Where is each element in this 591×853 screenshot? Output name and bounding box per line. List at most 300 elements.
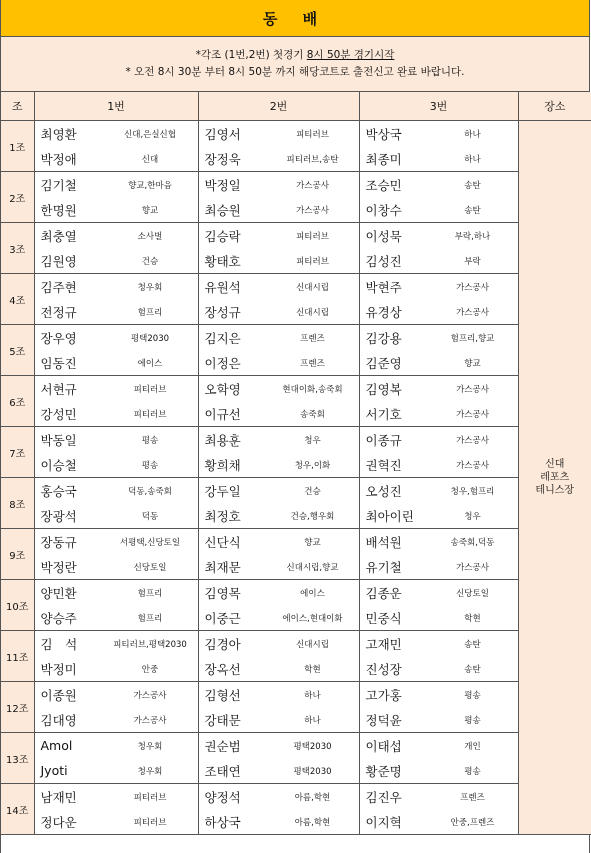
group-row xyxy=(1,223,591,274)
player-club: 건승,행우회 xyxy=(290,511,335,522)
player-name: 이종규 xyxy=(365,432,402,448)
player-club: 건승 xyxy=(141,256,159,267)
player-line xyxy=(35,758,198,783)
player-name: 김성진 xyxy=(365,253,402,269)
player-club: 아름,학현 xyxy=(294,817,331,828)
player-name: 임동진 xyxy=(40,355,77,371)
player-club: 가스공사 xyxy=(456,562,489,573)
player-name: 서현규 xyxy=(40,381,77,397)
player-line xyxy=(360,299,518,324)
group-row xyxy=(1,784,591,835)
player-line xyxy=(360,605,518,630)
player-club: 하나 xyxy=(304,690,321,701)
player-line xyxy=(35,248,198,273)
player-line xyxy=(199,580,359,605)
player-name: 배석원 xyxy=(365,534,402,550)
player-name: 이승철 xyxy=(40,457,77,473)
player-name: 김강용 xyxy=(365,330,402,346)
team-cell-2 xyxy=(198,631,359,682)
player-line xyxy=(35,605,198,630)
player-line xyxy=(360,682,518,707)
player-line xyxy=(199,656,359,681)
team-cell-2 xyxy=(198,325,359,376)
player-line xyxy=(35,172,198,197)
player-line xyxy=(35,682,198,707)
team-cell-2 xyxy=(198,427,359,478)
player-club: 피티러브 xyxy=(133,409,167,420)
player-club: 가스공사 xyxy=(456,435,489,446)
player-name: 최충열 xyxy=(40,228,77,244)
player-club: 가스공사 xyxy=(133,715,167,726)
player-name: 전정규 xyxy=(40,304,77,320)
group-label: 8조 xyxy=(1,478,34,529)
player-club: 가스공사 xyxy=(456,460,489,471)
player-name: 황준명 xyxy=(365,763,402,779)
player-name: 최용훈 xyxy=(204,432,241,448)
team-cell-2 xyxy=(198,478,359,529)
player-line xyxy=(35,401,198,426)
team-cell-1 xyxy=(34,172,198,223)
player-club: 서평택,신당토일 xyxy=(119,537,181,548)
player-club: 평송 xyxy=(141,460,159,471)
player-club: 평택2030 xyxy=(293,741,332,752)
player-name: 고재민 xyxy=(365,636,402,652)
player-name: 강태문 xyxy=(204,712,241,728)
team-cell-3 xyxy=(359,529,518,580)
team-cell-3 xyxy=(359,325,518,376)
player-name: 김영목 xyxy=(204,585,241,601)
player-line xyxy=(35,656,198,681)
player-line xyxy=(360,401,518,426)
player-club: 현대이화,송죽회 xyxy=(282,384,343,395)
groups-table xyxy=(1,92,591,835)
player-line xyxy=(199,809,359,834)
player-name: 하상국 xyxy=(204,814,241,830)
player-line xyxy=(199,146,359,171)
player-club: 신대 xyxy=(141,154,159,165)
player-name: 오성진 xyxy=(365,483,402,499)
player-club: 하나 xyxy=(464,129,481,140)
team-cell-2 xyxy=(198,733,359,784)
player-club: 피티러브 xyxy=(133,384,167,395)
player-name: Jyoti xyxy=(40,763,68,778)
player-line xyxy=(35,529,198,554)
team-cell-1 xyxy=(34,478,198,529)
player-line xyxy=(199,197,359,222)
notice-box xyxy=(1,37,589,92)
player-name: 양정석 xyxy=(204,789,241,805)
player-name: 강두일 xyxy=(204,483,241,499)
player-club: 에이스 xyxy=(300,588,325,599)
player-line xyxy=(199,529,359,554)
player-line xyxy=(360,248,518,273)
group-label: 7조 xyxy=(1,427,34,478)
player-name: 고가홍 xyxy=(365,687,402,703)
player-name: 최종미 xyxy=(365,151,402,167)
player-name: 김 석 xyxy=(40,636,78,652)
player-club: 송탄 xyxy=(464,639,481,650)
group-label: 14조 xyxy=(1,784,34,835)
player-name: 김준영 xyxy=(365,355,402,371)
player-line xyxy=(360,707,518,732)
player-club: 신대,은실신협 xyxy=(124,129,176,140)
player-line xyxy=(360,554,518,579)
player-club: 가스공사 xyxy=(456,307,489,318)
player-name: 유기철 xyxy=(365,559,402,575)
group-label: 3조 xyxy=(1,223,34,274)
group-row xyxy=(1,376,591,427)
team-cell-3 xyxy=(359,376,518,427)
team-cell-2 xyxy=(198,223,359,274)
player-club: 가스공사 xyxy=(456,384,489,395)
group-row xyxy=(1,274,591,325)
player-name: 한명원 xyxy=(40,202,77,218)
player-name: 김종운 xyxy=(365,585,402,601)
player-club: 평송 xyxy=(464,715,481,726)
player-name: 김형선 xyxy=(204,687,241,703)
team-cell-1 xyxy=(34,580,198,631)
player-name: 장동규 xyxy=(40,534,77,550)
player-club: 송탄 xyxy=(464,180,481,191)
player-club: 안중,프렌즈 xyxy=(450,817,495,828)
player-club: 소사벌 xyxy=(137,231,163,242)
player-name: 김지은 xyxy=(204,330,241,346)
player-name: 이지혁 xyxy=(365,814,402,830)
player-line xyxy=(35,478,198,503)
team-cell-1 xyxy=(34,529,198,580)
player-line xyxy=(360,784,518,809)
player-club: 청우 xyxy=(304,435,321,446)
player-club: 신대시립 xyxy=(296,639,329,650)
player-name: 황희채 xyxy=(204,457,241,473)
team-cell-3 xyxy=(359,478,518,529)
team-cell-2 xyxy=(198,529,359,580)
player-club: 피티러브 xyxy=(296,129,329,140)
venue-line: 레포츠 xyxy=(540,472,570,483)
player-club: 피티러브 xyxy=(296,231,329,242)
player-name: 민중식 xyxy=(365,610,402,626)
player-line xyxy=(360,223,518,248)
team-cell-2 xyxy=(198,376,359,427)
player-line xyxy=(199,478,359,503)
player-name: 박현주 xyxy=(365,279,402,295)
player-line xyxy=(199,758,359,783)
group-label: 13조 xyxy=(1,733,34,784)
player-line xyxy=(199,223,359,248)
player-line xyxy=(360,452,518,477)
player-line xyxy=(360,146,518,171)
team-cell-3 xyxy=(359,682,518,733)
player-club: 신대시립 xyxy=(296,282,329,293)
player-name: 이정은 xyxy=(204,355,241,371)
player-name: 박정애 xyxy=(40,151,77,167)
player-name: 신단식 xyxy=(204,534,241,550)
team-cell-2 xyxy=(198,274,359,325)
player-club: 아름,학현 xyxy=(294,792,331,803)
player-club: 신대시립 xyxy=(296,307,329,318)
player-club: 피티러브 xyxy=(296,256,329,267)
team-cell-1 xyxy=(34,274,198,325)
player-line xyxy=(360,656,518,681)
player-club: 가스공사 xyxy=(296,205,329,216)
team-cell-3 xyxy=(359,121,518,172)
player-club: 학현 xyxy=(304,664,321,675)
player-name: 오학영 xyxy=(204,381,241,397)
team-cell-2 xyxy=(198,682,359,733)
group-row xyxy=(1,682,591,733)
player-line xyxy=(35,376,198,401)
player-name: 이중근 xyxy=(204,610,241,626)
player-name: 양승주 xyxy=(40,610,77,626)
player-name: 박상국 xyxy=(365,126,402,142)
player-club: 덕동 xyxy=(141,511,159,522)
team-cell-1 xyxy=(34,121,198,172)
player-club: 가스공사 xyxy=(296,180,329,191)
player-club: 청우회 xyxy=(137,282,163,293)
player-name: 서기호 xyxy=(365,406,402,422)
team-cell-3 xyxy=(359,580,518,631)
team-cell-1 xyxy=(34,784,198,835)
player-club: 송탄 xyxy=(464,664,481,675)
player-line xyxy=(199,452,359,477)
header-group: 조 xyxy=(1,92,34,121)
player-line xyxy=(35,631,198,656)
player-name: 권순범 xyxy=(204,738,241,754)
player-line xyxy=(360,503,518,528)
player-name: 김대영 xyxy=(40,712,77,728)
player-club: 평송 xyxy=(141,435,159,446)
group-label: 11조 xyxy=(1,631,34,682)
player-line xyxy=(35,733,198,758)
player-club: 하나 xyxy=(464,154,481,165)
player-name: 최정호 xyxy=(204,508,241,524)
player-name: 장우영 xyxy=(40,330,77,346)
team-cell-1 xyxy=(34,325,198,376)
player-club: 신당토일 xyxy=(456,588,489,599)
sheet-title: 동 배 xyxy=(1,0,589,37)
player-name: 장옥선 xyxy=(204,661,241,677)
player-line xyxy=(360,758,518,783)
player-line xyxy=(199,248,359,273)
player-line xyxy=(35,580,198,605)
player-name: 장광석 xyxy=(40,508,77,524)
player-club: 피티러브,송탄 xyxy=(286,154,339,165)
player-club: 프렌즈 xyxy=(300,333,325,344)
group-label: 10조 xyxy=(1,580,34,631)
player-name: 최재문 xyxy=(204,559,241,575)
team-cell-3 xyxy=(359,784,518,835)
group-label: 4조 xyxy=(1,274,34,325)
player-name: 김진우 xyxy=(365,789,402,805)
player-name: 강성민 xyxy=(40,406,77,422)
player-name: 진성장 xyxy=(365,661,402,677)
team-cell-3 xyxy=(359,274,518,325)
player-name: 박정일 xyxy=(204,177,241,193)
player-line xyxy=(360,733,518,758)
team-cell-3 xyxy=(359,631,518,682)
player-club: 피티러브,평택2030 xyxy=(113,639,187,650)
player-club: 험프리,향교 xyxy=(450,333,495,344)
player-name: 김주현 xyxy=(40,279,77,295)
player-line xyxy=(360,478,518,503)
player-name: 황태호 xyxy=(204,253,241,269)
player-club: 평송 xyxy=(464,766,481,777)
team-cell-2 xyxy=(198,580,359,631)
group-label: 2조 xyxy=(1,172,34,223)
player-line xyxy=(360,529,518,554)
player-name: 김경아 xyxy=(204,636,241,652)
player-line xyxy=(35,197,198,222)
player-name: 유경상 xyxy=(365,304,402,320)
group-row xyxy=(1,580,591,631)
group-row xyxy=(1,478,591,529)
group-label: 9조 xyxy=(1,529,34,580)
player-line xyxy=(199,376,359,401)
player-club: 건승 xyxy=(304,486,321,497)
player-name: 최승원 xyxy=(204,202,241,218)
player-name: 남재민 xyxy=(40,789,77,805)
player-line xyxy=(35,223,198,248)
player-line xyxy=(199,605,359,630)
player-line xyxy=(360,197,518,222)
team-cell-1 xyxy=(34,733,198,784)
player-line xyxy=(199,682,359,707)
player-name: 최영환 xyxy=(40,126,77,142)
player-name: 정다운 xyxy=(40,814,77,830)
player-club: 안중 xyxy=(141,664,159,675)
player-name: Amol xyxy=(40,738,73,753)
player-line xyxy=(360,274,518,299)
player-line xyxy=(360,580,518,605)
player-line xyxy=(199,784,359,809)
header-player-2: 2번 xyxy=(198,92,359,121)
player-club: 험프리 xyxy=(137,588,163,599)
team-cell-3 xyxy=(359,172,518,223)
group-row xyxy=(1,325,591,376)
table-header-row xyxy=(1,92,591,121)
player-club: 청우,험프리 xyxy=(450,486,495,497)
player-line xyxy=(35,299,198,324)
player-club: 험프리 xyxy=(137,613,163,624)
player-name: 권혁진 xyxy=(365,457,402,473)
header-player-3: 3번 xyxy=(359,92,518,121)
player-line xyxy=(35,146,198,171)
player-club: 송죽회,덕동 xyxy=(450,537,495,548)
notice-line-1 xyxy=(196,47,395,64)
player-name: 김원영 xyxy=(40,253,77,269)
team-cell-1 xyxy=(34,631,198,682)
player-line xyxy=(35,554,198,579)
player-line xyxy=(360,325,518,350)
player-line xyxy=(199,325,359,350)
player-name: 장성규 xyxy=(204,304,241,320)
player-club: 청우,이화 xyxy=(294,460,331,471)
player-line xyxy=(35,503,198,528)
team-cell-1 xyxy=(34,682,198,733)
player-name: 김영서 xyxy=(204,126,241,142)
player-line xyxy=(199,503,359,528)
player-name: 박정란 xyxy=(40,559,77,575)
team-cell-2 xyxy=(198,784,359,835)
player-club: 피티러브 xyxy=(133,792,167,803)
team-cell-2 xyxy=(198,121,359,172)
player-name: 조태연 xyxy=(204,763,241,779)
player-club: 송탄 xyxy=(464,205,481,216)
player-name: 이종원 xyxy=(40,687,77,703)
group-row xyxy=(1,121,591,172)
player-line xyxy=(360,376,518,401)
player-club: 송죽회 xyxy=(300,409,325,420)
player-club: 신당토일 xyxy=(133,562,167,573)
player-club: 피티러브 xyxy=(133,817,167,828)
player-line xyxy=(199,274,359,299)
player-name: 김승락 xyxy=(204,228,241,244)
player-club: 험프리 xyxy=(137,307,163,318)
group-label: 1조 xyxy=(1,121,34,172)
team-cell-3 xyxy=(359,223,518,274)
player-line xyxy=(360,427,518,452)
player-line xyxy=(199,299,359,324)
notice-line-1-prefix: *각조 (1번,2번) 첫경기 xyxy=(195,49,307,61)
team-cell-1 xyxy=(34,427,198,478)
player-name: 최아이린 xyxy=(365,508,414,524)
player-line xyxy=(199,121,359,146)
group-row xyxy=(1,172,591,223)
player-club: 향교 xyxy=(304,537,321,548)
player-line xyxy=(360,121,518,146)
player-club: 청우회 xyxy=(137,766,163,777)
player-name: 김기철 xyxy=(40,177,77,193)
player-club: 덕동,송죽회 xyxy=(128,486,172,497)
player-club: 청우회 xyxy=(137,741,163,752)
player-club: 부락,하나 xyxy=(454,231,491,242)
player-name: 정덕윤 xyxy=(365,712,402,728)
player-line xyxy=(35,452,198,477)
player-club: 개인 xyxy=(464,741,481,752)
player-name: 이성묵 xyxy=(365,228,402,244)
player-line xyxy=(360,172,518,197)
player-line xyxy=(35,784,198,809)
player-club: 프렌즈 xyxy=(460,792,485,803)
player-name: 김영복 xyxy=(365,381,402,397)
player-name: 장정욱 xyxy=(204,151,241,167)
player-club: 가스공사 xyxy=(456,409,489,420)
player-club: 향교,한마음 xyxy=(128,180,172,191)
player-line xyxy=(35,427,198,452)
player-line xyxy=(199,427,359,452)
group-label: 12조 xyxy=(1,682,34,733)
player-name: 이태섭 xyxy=(365,738,402,754)
player-line xyxy=(360,631,518,656)
player-club: 학현 xyxy=(464,613,481,624)
player-line xyxy=(199,401,359,426)
player-name: 이규선 xyxy=(204,406,241,422)
group-row xyxy=(1,427,591,478)
header-player-1: 1번 xyxy=(34,92,198,121)
player-club: 가스공사 xyxy=(133,690,167,701)
player-club: 청우 xyxy=(464,511,481,522)
player-name: 유원석 xyxy=(204,279,241,295)
player-line xyxy=(360,809,518,834)
player-line xyxy=(199,631,359,656)
player-name: 이창수 xyxy=(365,202,402,218)
team-cell-3 xyxy=(359,733,518,784)
player-line xyxy=(199,172,359,197)
player-line xyxy=(199,707,359,732)
player-line xyxy=(35,325,198,350)
start-time-highlight: 8시 50분 경기시작 xyxy=(306,49,395,61)
group-row xyxy=(1,631,591,682)
